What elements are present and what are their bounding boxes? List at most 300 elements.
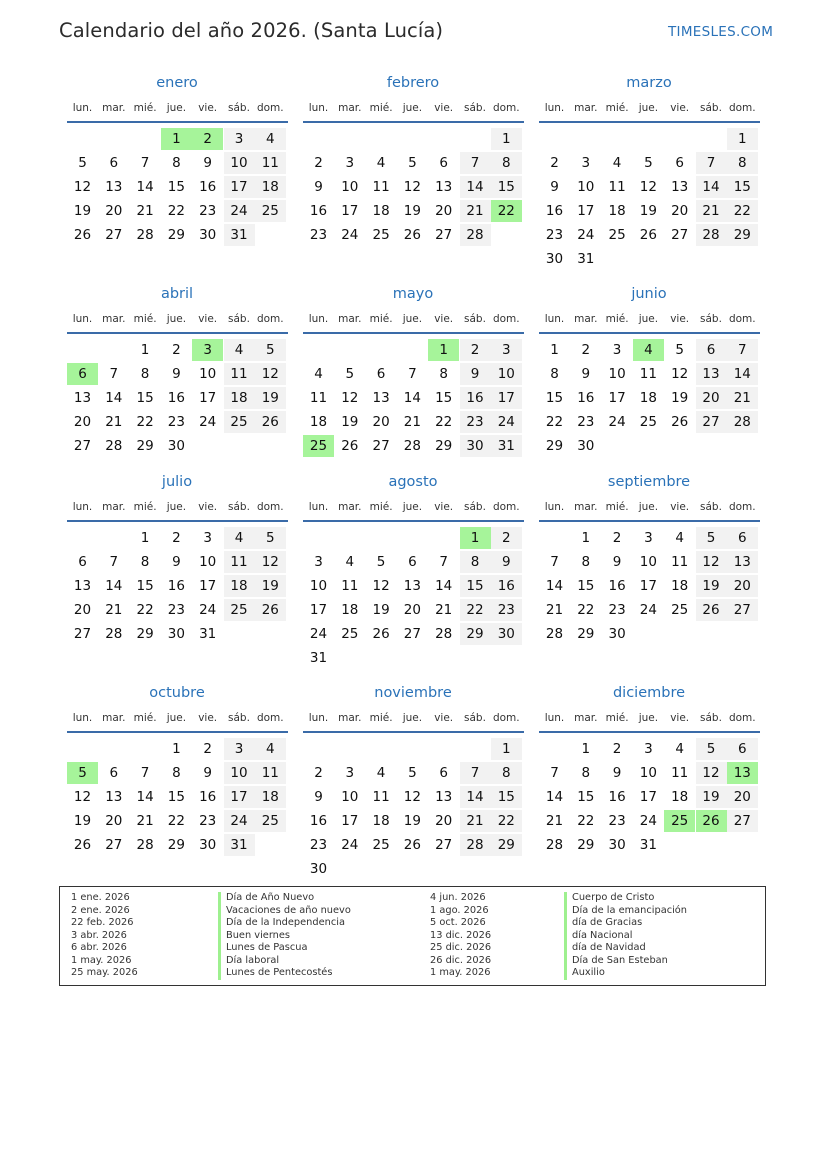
brand-link[interactable]: TIMESLES.COM [668,24,774,40]
day-cell: 6 [109,765,119,781]
day-cell: 23 [309,227,328,243]
day-cell: 14 [136,789,154,805]
weekday-label: dom. [728,313,756,325]
month-name: julio [161,474,193,490]
weekday-label: jue. [166,501,187,513]
day-cell: 27 [403,626,421,642]
day-cell: 12 [341,390,359,406]
weekday-label: mié. [369,712,393,724]
weekday-label: dom. [728,102,756,114]
day-cell: 21 [460,810,491,832]
day-cell: 21 [727,387,758,409]
day-cell: 25 [372,227,390,243]
weekday-label: dom. [492,102,520,114]
day-cell: 30 [608,837,626,853]
day-cell: 17 [224,786,255,808]
weekday-label: jue. [638,313,659,325]
day-cell: 17 [341,813,359,829]
day-cell: 6 [675,155,684,171]
day-cell: 16 [608,578,626,594]
day-cell: 31 [639,837,657,853]
holiday-day-cell: 22 [491,200,522,222]
weekday-label: jue. [638,102,659,114]
weekday-label: mié. [369,501,393,513]
day-cell: 25 [224,599,255,621]
day-cell: 2 [612,530,622,546]
weekday-header [539,712,761,726]
legend-holiday-name: Día de San Esteban [564,955,687,968]
day-cell: 16 [309,203,328,219]
weekday-label: lun. [308,712,329,724]
day-cell: 23 [460,411,491,433]
day-cell: 8 [172,765,181,781]
day-cell: 8 [581,765,591,781]
day-cell: 29 [167,837,185,853]
day-cell: 4 [675,741,684,757]
weekday-label: mar. [338,102,362,114]
legend-holiday-name: Lunes de Pentecostés [218,967,351,980]
day-cell: 10 [577,179,595,195]
day-cell: 26 [255,599,286,621]
day-cell: 13 [403,578,421,594]
day-cell: 21 [545,813,564,829]
weekday-label: sáb. [700,313,722,325]
weekday-header [67,712,289,726]
day-cell: 2 [314,765,323,781]
weekday-label: vie. [434,712,454,724]
day-cell: 12 [255,551,286,573]
day-cell: 21 [105,414,123,430]
day-cell: 12 [403,789,421,805]
weekday-header [303,712,525,726]
legend-dates-right [430,892,491,980]
day-cell: 18 [224,387,255,409]
day-cell: 27 [435,837,453,853]
holiday-day-cell: 1 [161,128,192,150]
day-cell: 25 [341,626,359,642]
day-cell: 29 [577,837,595,853]
day-cell: 5 [78,155,87,171]
legend-holiday-name: Lunes de Pascua [218,942,351,955]
day-cell: 20 [727,575,758,597]
day-cell: 31 [224,834,255,856]
day-cell: 10 [199,366,217,382]
legend-holiday-name: Auxilio [564,967,687,980]
day-cell: 7 [140,155,150,171]
day-cell: 17 [199,390,217,406]
day-cell: 22 [435,414,453,430]
day-cell: 19 [403,813,421,829]
day-cell: 29 [577,626,595,642]
day-cell: 18 [372,813,390,829]
month-divider [539,332,760,334]
day-cell: 20 [105,203,123,219]
day-cell: 10 [309,578,328,594]
day-cell: 8 [140,366,150,382]
day-cell: 7 [460,762,491,784]
day-cell: 9 [612,554,622,570]
day-cell: 13 [435,789,453,805]
weekday-label: mar. [102,501,126,513]
day-cell: 17 [491,387,522,409]
day-cell: 9 [203,765,212,781]
day-cell: 16 [491,575,522,597]
day-cell: 19 [73,203,92,219]
day-cell: 30 [309,861,328,877]
day-cell: 26 [639,227,657,243]
day-cell: 15 [167,179,185,195]
day-cell: 28 [727,411,758,433]
weekday-label: vie. [198,501,218,513]
day-cell: 3 [644,741,653,757]
holiday-day-cell: 26 [696,810,727,832]
day-cell: 6 [439,155,448,171]
day-cell: 10 [608,366,626,382]
day-cell: 11 [372,789,390,805]
weekday-label: mié. [605,712,629,724]
day-cell: 12 [403,179,421,195]
day-cell: 11 [341,578,359,594]
day-cell: 17 [608,390,626,406]
day-cell: 26 [671,414,689,430]
legend-holiday-name: día de Navidad [564,942,687,955]
day-cell: 27 [105,837,123,853]
day-cell: 5 [696,738,727,760]
day-cell: 23 [608,602,626,618]
day-cell: 10 [491,363,522,385]
weekday-label: vie. [670,313,690,325]
day-cell: 20 [403,602,421,618]
day-cell: 6 [376,366,386,382]
day-cell: 1 [140,530,150,546]
legend-holiday-date: 4 jun. 2026 [430,892,486,903]
day-cell: 7 [109,554,119,570]
day-cell: 23 [608,813,626,829]
weekday-label: jue. [402,102,423,114]
day-cell: 15 [435,390,453,406]
day-cell: 11 [255,762,286,784]
day-cell: 1 [550,342,559,358]
weekday-label: lun. [308,501,329,513]
day-cell: 19 [696,575,727,597]
day-cell: 18 [608,203,626,219]
day-cell: 28 [460,834,491,856]
day-cell: 30 [491,623,522,645]
day-cell: 26 [403,227,421,243]
day-cell: 10 [341,789,359,805]
day-cell: 20 [727,786,758,808]
day-cell: 6 [109,155,119,171]
day-cell: 23 [167,414,185,430]
day-cell: 11 [608,179,626,195]
day-cell: 3 [581,155,591,171]
day-cell: 7 [439,554,448,570]
day-cell: 31 [309,650,328,666]
weekday-label: mar. [338,501,362,513]
day-cell: 26 [372,626,390,642]
day-cell: 7 [696,152,727,174]
weekday-label: dom. [256,501,284,513]
weekday-label: mié. [133,712,157,724]
day-cell: 22 [167,203,185,219]
month-divider [539,520,760,522]
day-cell: 13 [727,551,758,573]
day-cell: 28 [136,227,154,243]
day-cell: 11 [639,366,657,382]
day-cell: 21 [403,414,421,430]
legend-holiday-name: Vacaciones de año nuevo [218,905,351,918]
day-cell: 13 [73,390,92,406]
day-cell: 5 [255,527,286,549]
day-cell: 13 [435,179,453,195]
day-cell: 23 [167,602,185,618]
weekday-label: sáb. [228,102,250,114]
day-cell: 13 [105,179,123,195]
day-cell: 28 [403,438,421,454]
day-cell: 31 [577,251,595,267]
weekday-label: sáb. [464,102,486,114]
day-cell: 5 [255,339,286,361]
weekday-label: lun. [72,102,93,114]
day-cell: 21 [696,200,727,222]
day-cell: 14 [460,786,491,808]
day-cell: 15 [577,578,595,594]
day-cell: 17 [577,203,595,219]
legend-holiday-name: Cuerpo de Cristo [564,892,687,905]
day-cell: 7 [727,339,758,361]
day-cell: 2 [491,527,522,549]
day-cell: 4 [376,765,386,781]
weekday-label: lun. [544,712,565,724]
legend-holiday-date: 22 feb. 2026 [71,917,134,928]
day-cell: 24 [639,602,657,618]
weekday-label: mar. [574,102,598,114]
holiday-day-cell: 4 [633,339,664,361]
weekday-label: vie. [434,501,454,513]
day-cell: 26 [696,599,727,621]
weekday-label: jue. [638,712,659,724]
month-name: enero [156,75,198,91]
weekday-label: jue. [166,102,187,114]
weekday-label: vie. [670,501,690,513]
day-cell: 24 [341,837,359,853]
day-cell: 20 [73,414,92,430]
day-cell: 20 [435,813,453,829]
day-cell: 24 [639,813,657,829]
legend-names-right [564,892,687,980]
day-cell: 1 [172,741,181,757]
day-cell: 30 [545,251,564,267]
day-cell: 1 [140,342,150,358]
legend-holiday-date: 1 ene. 2026 [71,892,130,903]
day-cell: 29 [460,623,491,645]
day-cell: 17 [639,578,657,594]
day-cell: 14 [545,789,564,805]
weekday-label: sáb. [464,501,486,513]
day-cell: 10 [199,554,217,570]
day-cell: 13 [73,578,92,594]
month-divider [303,121,524,123]
day-cell: 9 [203,155,212,171]
day-cell: 20 [372,414,390,430]
holiday-day-cell: 13 [727,762,758,784]
weekday-label: lun. [72,313,93,325]
day-cell: 2 [203,741,212,757]
weekday-label: mar. [102,102,126,114]
day-cell: 9 [314,789,323,805]
legend-holiday-date: 25 dic. 2026 [430,942,492,953]
weekday-label: sáb. [228,313,250,325]
day-cell: 7 [140,765,150,781]
day-cell: 12 [372,578,390,594]
day-cell: 16 [167,390,185,406]
day-cell: 16 [608,789,626,805]
weekday-label: jue. [166,313,187,325]
weekday-label: dom. [492,313,520,325]
weekday-label: vie. [670,712,690,724]
day-cell: 10 [639,765,657,781]
day-cell: 25 [372,837,390,853]
day-cell: 21 [105,602,123,618]
day-cell: 26 [73,837,92,853]
day-cell: 18 [341,602,359,618]
day-cell: 27 [105,227,123,243]
day-cell: 15 [491,176,522,198]
weekday-label: mié. [133,102,157,114]
weekday-label: mié. [369,102,393,114]
day-cell: 13 [671,179,689,195]
day-cell: 2 [314,155,323,171]
month-name: septiembre [607,474,691,490]
day-cell: 27 [73,626,92,642]
day-cell: 25 [224,411,255,433]
day-cell: 7 [460,152,491,174]
month-divider [67,121,288,123]
day-cell: 18 [255,786,286,808]
day-cell: 23 [309,837,328,853]
day-cell: 28 [435,626,453,642]
month-divider [303,731,524,733]
day-cell: 28 [460,224,491,246]
legend-holiday-date: 1 may. 2026 [430,967,491,978]
day-cell: 24 [309,626,328,642]
day-cell: 30 [608,626,626,642]
day-cell: 22 [136,414,154,430]
day-cell: 31 [491,435,522,457]
weekday-label: dom. [492,712,520,724]
day-cell: 6 [78,554,87,570]
day-cell: 15 [136,578,154,594]
day-cell: 23 [199,203,217,219]
day-cell: 24 [608,414,626,430]
month-divider [67,332,288,334]
day-cell: 16 [199,179,217,195]
legend-holiday-name: día de Gracias [564,917,687,930]
day-cell: 10 [341,179,359,195]
day-cell: 4 [345,554,355,570]
weekday-label: lun. [308,313,329,325]
weekday-label: mar. [338,313,362,325]
day-cell: 6 [727,527,758,549]
day-cell: 1 [581,741,591,757]
day-cell: 27 [671,227,689,243]
day-cell: 3 [612,342,622,358]
weekday-label: sáb. [700,501,722,513]
day-cell: 8 [491,152,522,174]
day-cell: 8 [172,155,181,171]
weekday-label: dom. [256,313,284,325]
day-cell: 18 [224,575,255,597]
weekday-label: sáb. [228,712,250,724]
day-cell: 18 [372,203,390,219]
day-cell: 24 [224,810,255,832]
day-cell: 12 [696,551,727,573]
day-cell: 27 [73,438,92,454]
day-cell: 9 [172,366,181,382]
day-cell: 19 [639,203,657,219]
day-cell: 1 [581,530,591,546]
day-cell: 15 [577,789,595,805]
day-cell: 18 [671,789,689,805]
day-cell: 16 [460,387,491,409]
day-cell: 5 [696,527,727,549]
day-cell: 5 [644,155,653,171]
day-cell: 23 [577,414,595,430]
day-cell: 25 [608,227,626,243]
day-cell: 2 [581,342,591,358]
day-cell: 18 [255,176,286,198]
day-cell: 28 [136,837,154,853]
legend-holiday-name: Buen viernes [218,930,351,943]
day-cell: 4 [376,155,386,171]
day-cell: 30 [199,837,217,853]
holiday-day-cell: 5 [67,762,98,784]
weekday-header [539,102,761,116]
day-cell: 11 [671,554,689,570]
day-cell: 18 [671,578,689,594]
weekday-header [67,501,289,515]
month-name: octubre [149,685,205,701]
weekday-label: vie. [434,313,454,325]
day-cell: 5 [345,366,355,382]
day-cell: 15 [491,786,522,808]
day-cell: 20 [105,813,123,829]
day-cell: 16 [199,789,217,805]
weekday-label: mié. [133,501,157,513]
weekday-label: jue. [402,712,423,724]
day-cell: 28 [696,224,727,246]
weekday-label: mié. [605,102,629,114]
day-cell: 9 [172,554,181,570]
day-cell: 20 [73,602,92,618]
month-divider [539,731,760,733]
month-divider [67,731,288,733]
day-cell: 23 [545,227,564,243]
day-cell: 9 [581,366,591,382]
day-cell: 1 [491,738,522,760]
day-cell: 9 [314,179,323,195]
day-cell: 3 [491,339,522,361]
day-cell: 9 [491,551,522,573]
day-cell: 8 [491,762,522,784]
month-divider [67,520,288,522]
day-cell: 22 [577,602,595,618]
month-divider [303,520,524,522]
day-cell: 6 [408,554,417,570]
day-cell: 4 [675,530,684,546]
day-cell: 15 [460,575,491,597]
day-cell: 21 [545,602,564,618]
